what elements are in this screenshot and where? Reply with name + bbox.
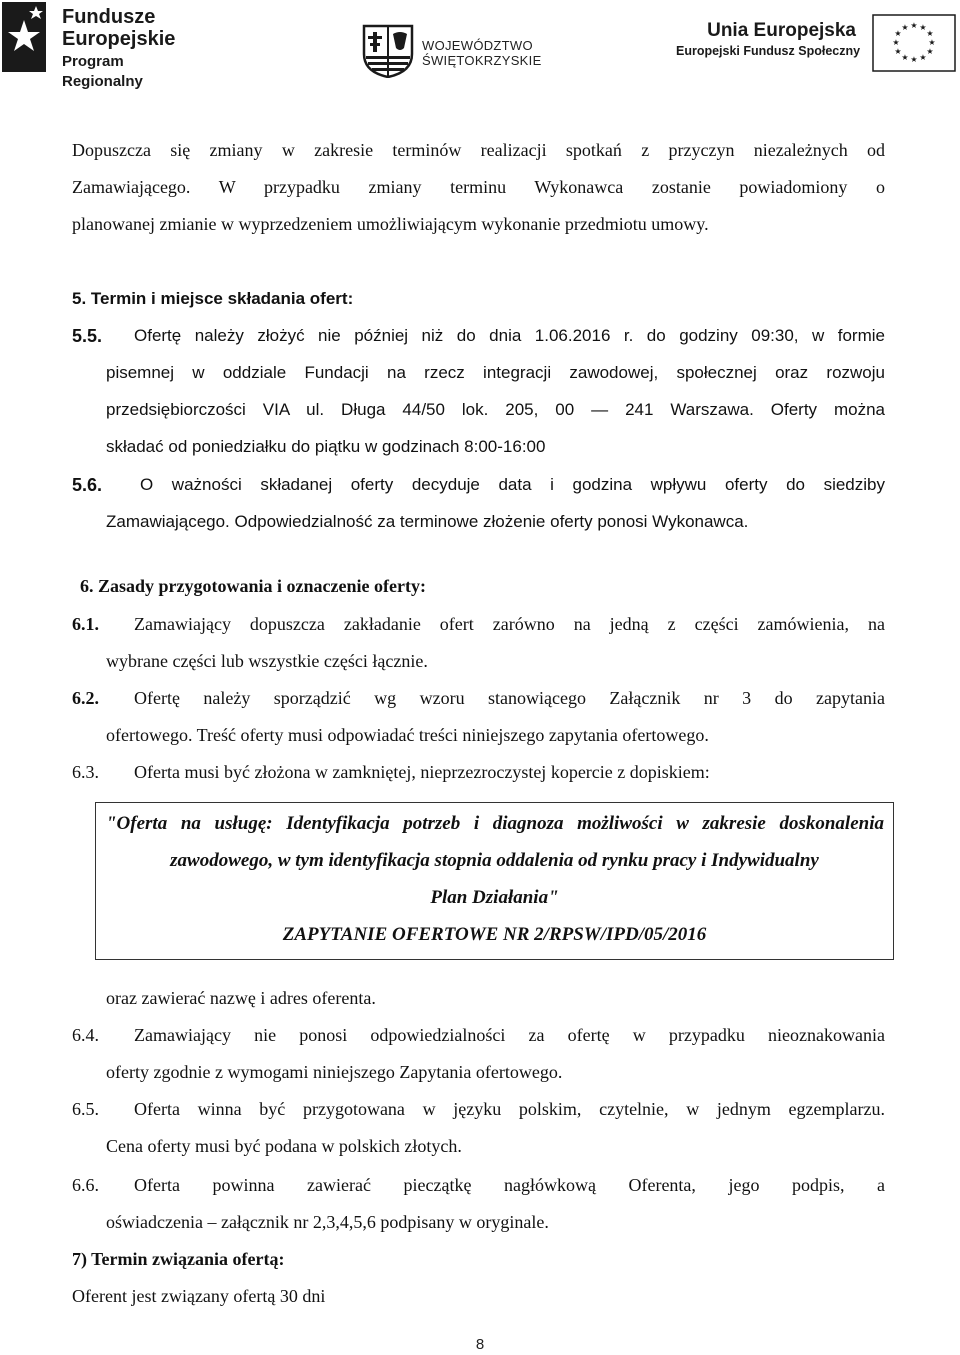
- item-5-6-number: 5.6.: [72, 475, 103, 495]
- eu-flag-icon: [872, 14, 956, 72]
- item-6-2-number: 6.2.: [72, 688, 99, 708]
- item-5-5-number: 5.5.: [72, 326, 103, 346]
- item-5-5-line-1: Ofertę należy złożyć nie później niż do dnia 1.06.2016 r. do godziny 09:30, w formie: [134, 326, 885, 345]
- eu-logo-line2: Europejski Fundusz Społeczny: [676, 44, 861, 58]
- section-6-heading: 6. Zasady przygotowania i oznaczenie oferty:: [80, 576, 426, 596]
- wojewodztwo-swietokrzyskie-logo: [362, 24, 542, 78]
- svg-text:★: ★: [894, 29, 902, 38]
- item-6-1-number: 6.1.: [72, 614, 99, 634]
- after-box-line: oraz zawierać nazwę i adres oferenta.: [106, 988, 376, 1008]
- inscription-line-2: zawodowego, w tym identyfikacja stopnia oddalenia od rynku pracy i Indywidualny: [170, 850, 819, 871]
- intro-line-3: planowanej zmianie w wyprzedzeniem umożliwiającym wykonanie przedmiotu umowy.: [72, 214, 709, 234]
- intro-line-1: Dopuszcza się zmiany w zakresie terminów realizacji spotkań z przyczyn niezależnych od: [72, 140, 885, 160]
- inscription-line-4: ZAPYTANIE OFERTOWE NR 2/RPSW/IPD/05/2016: [282, 924, 707, 945]
- ws-logo-line1: WOJEWÓDZTWO: [422, 38, 533, 53]
- section-7-heading: 7) Termin związania ofertą:: [72, 1249, 285, 1269]
- item-6-6-line-2: oświadczenia – załącznik nr 2,3,4,5,6 podpisany w oryginale.: [106, 1212, 549, 1232]
- svg-text:★: ★: [910, 21, 918, 30]
- fundusze-europejskie-logo: [2, 2, 202, 90]
- item-5-5-line-3: przedsiębiorczości VIA ul. Długa 44/50 lok. 205, 00 — 241 Warszawa. Oferty można: [106, 400, 885, 419]
- section-7-line-1: Oferent jest związany ofertą 30 dni: [72, 1286, 326, 1306]
- unia-europejska-logo: [676, 14, 958, 74]
- item-6-2-line-1: Ofertę należy sporządzić wg wzoru stanowiącego Załącznik nr 3 do zapytania: [134, 688, 885, 708]
- item-6-4-line-1: Zamawiający nie ponosi odpowiedzialności za ofertę w przypadku nieoznakowania: [134, 1025, 885, 1045]
- item-5-6-line-1: O ważności składanej oferty decyduje data i godzina wpływu oferty do siedziby: [140, 475, 885, 494]
- svg-text:★: ★: [892, 38, 900, 47]
- svg-text:★: ★: [926, 29, 934, 38]
- inscription-line-1: "Oferta na usługę: Identyfikacja potrzeb i diagnoza możliwości w zakresie doskonalenia: [106, 813, 884, 834]
- item-6-6-line-1: Oferta powinna zawierać pieczątkę nagłówkową Oferenta, jego podpis, a: [134, 1175, 885, 1195]
- svg-text:★: ★: [919, 53, 927, 62]
- fe-star-mark-icon: [2, 2, 52, 72]
- item-5-6-line-2: Zamawiającego. Odpowiedzialność za terminowe złożenie oferty ponosi Wykonawca.: [106, 512, 749, 531]
- item-6-3-number: 6.3.: [72, 762, 99, 782]
- svg-text:★: ★: [926, 47, 934, 56]
- item-6-5-number: 6.5.: [72, 1099, 99, 1119]
- item-6-1-line-2: wybrane części lub wszystkie części łącznie.: [106, 651, 428, 671]
- svg-text:★: ★: [901, 23, 909, 32]
- ws-logo-line2: ŚWIĘTOKRZYSKIE: [422, 53, 542, 68]
- page-number: 8: [475, 1336, 485, 1353]
- svg-text:★: ★: [910, 55, 918, 64]
- item-6-5-line-1: Oferta winna być przygotowana w języku polskim, czytelnie, w jednym egzemplarzu.: [134, 1099, 885, 1119]
- eu-logo-line1: Unia Europejska: [707, 20, 856, 41]
- inscription-line-3: Plan Działania": [430, 887, 559, 908]
- item-6-3-line-1: Oferta musi być złożona w zamkniętej, nieprzezroczystej kopercie z dopiskiem:: [134, 762, 710, 782]
- svg-text:★: ★: [901, 53, 909, 62]
- item-5-5-line-4: składać od poniedziałku do piątku w godzinach 8:00-16:00: [106, 437, 546, 456]
- item-5-5-line-2: pisemnej w oddziale Fundacji na rzecz integracji zawodowej, społecznej oraz rozwoju: [106, 363, 885, 382]
- coat-of-arms-icon: [362, 24, 414, 78]
- page-header: [0, 0, 960, 90]
- envelope-inscription-box: [95, 802, 894, 960]
- fe-logo-line3: Program Regionalny: [62, 53, 143, 90]
- svg-text:★: ★: [928, 38, 936, 47]
- svg-text:★: ★: [894, 47, 902, 56]
- item-6-5-line-2: Cena oferty musi być podana w polskich złotych.: [106, 1136, 462, 1156]
- intro-line-2: Zamawiającego. W przypadku zmiany terminu Wykonawca zostanie powiadomiony o: [72, 177, 885, 197]
- item-6-4-number: 6.4.: [72, 1025, 99, 1045]
- item-6-6-number: 6.6.: [72, 1175, 99, 1195]
- fe-logo-line2: Europejskie: [62, 28, 176, 50]
- item-6-4-line-2: oferty zgodnie z wymogami niniejszego Zapytania ofertowego.: [106, 1062, 563, 1082]
- section-5-heading: 5. Termin i miejsce składania ofert:: [72, 289, 354, 308]
- svg-text:★: ★: [919, 23, 927, 32]
- item-6-1-line-1: Zamawiający dopuszcza zakładanie ofert zarówno na jedną z części zamówienia, na: [134, 614, 885, 634]
- item-6-2-line-2: ofertowego. Treść oferty musi odpowiadać treści niniejszego zapytania ofertowego.: [106, 725, 709, 745]
- fe-logo-line1: Fundusze: [62, 6, 156, 28]
